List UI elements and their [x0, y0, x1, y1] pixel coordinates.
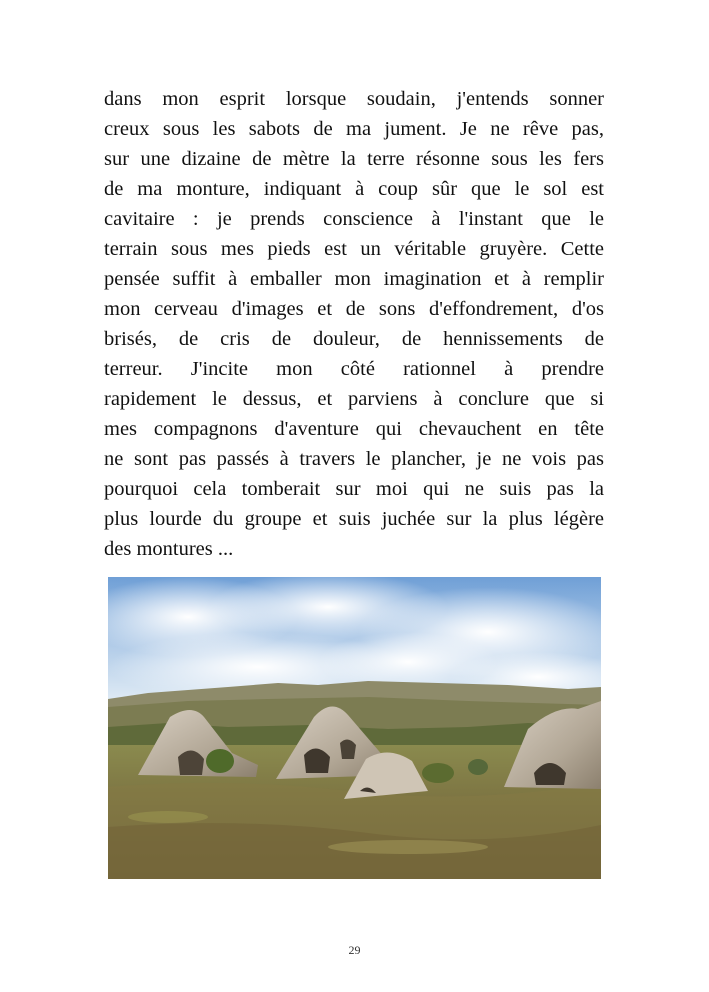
- paragraph-line: des montures ...: [104, 538, 234, 560]
- body-paragraph: [104, 84, 604, 564]
- paragraph-line: de ma monture, indiquant à coup sûr que le sol est: [104, 178, 604, 200]
- paragraph-line: dans mon esprit lorsque soudain, j'entends sonner: [104, 88, 604, 110]
- paragraph-line: rapidement le dessus, et parviens à conclure que si: [104, 388, 604, 410]
- paragraph-line: mon cerveau d'images et de sons d'effondrement, d'os: [104, 298, 604, 320]
- paragraph-line: sur une dizaine de mètre la terre résonne sous les fers: [104, 148, 604, 170]
- paragraph-line: terrain sous mes pieds est un véritable gruyère. Cette: [104, 238, 604, 260]
- paragraph-line: terreur. J'incite mon côté rationnel à prendre: [104, 358, 604, 380]
- paragraph-line: plus lourde du groupe et suis juchée sur la plus légère: [104, 508, 604, 530]
- paragraph-line: mes compagnons d'aventure qui chevauchent en tête: [104, 418, 604, 440]
- paragraph-line: ne sont pas passés à travers le plancher, je ne vois pas: [104, 448, 604, 470]
- paragraph-line: pourquoi cela tomberait sur moi qui ne suis pas la: [104, 478, 604, 500]
- landscape-photo-icon: [108, 577, 601, 879]
- paragraph-line: creux sous les sabots de ma jument. Je ne rêve pas,: [104, 118, 604, 140]
- paragraph-line: pensée suffit à emballer mon imagination et à remplir: [104, 268, 604, 290]
- page-number: 29: [348, 943, 361, 957]
- paragraph-line: cavitaire : je prends conscience à l'instant que le: [104, 208, 604, 230]
- paragraph-line: brisés, de cris de douleur, de hennissements de: [104, 328, 604, 350]
